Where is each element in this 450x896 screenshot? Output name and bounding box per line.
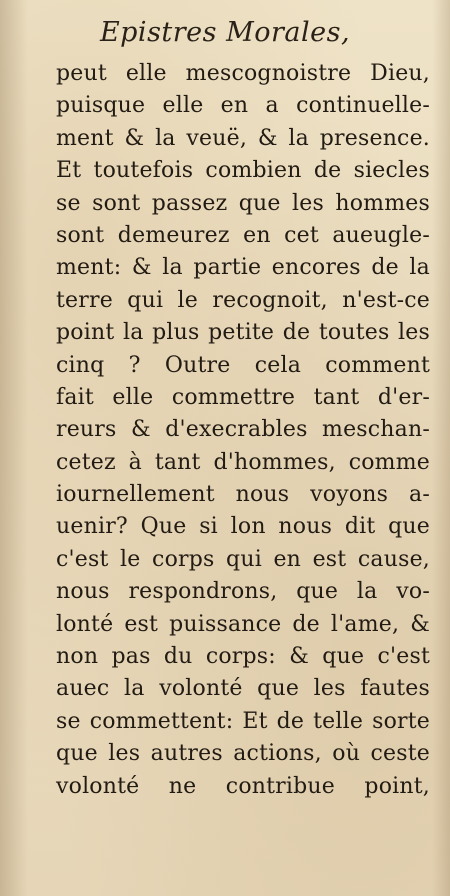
text-line: peut elle mescognoistre Dieu, (56, 61, 430, 86)
text-line: cinq ? Outre cela comment (56, 352, 430, 378)
text-line: c'est le corps qui en est cause, (56, 546, 430, 572)
text-line: ment: & la partie encores de la (56, 255, 430, 281)
text-line: cetez à tant d'hommes, comme (56, 449, 430, 475)
text-line: puisque elle en a continuelle- (56, 93, 430, 119)
text-line: sont demeurez en cet aueugle- (56, 222, 430, 248)
text-line: point la plus petite de toutes les (56, 320, 430, 346)
text-line: reurs & d'execrables meschan- (56, 417, 430, 443)
text-line: Et toutefois combien de siecles (56, 158, 430, 184)
edge-shadow (432, 0, 450, 896)
text-line: auec la volonté que les fautes (56, 676, 430, 702)
gutter-shadow (0, 0, 28, 896)
text-line: que les autres actions, où ceste (56, 741, 430, 767)
text-line: ment & la veuë, & la presence. (56, 125, 430, 151)
text-line: volonté ne contribue point, (56, 773, 430, 799)
text-line: uenir? Que si lon nous dit que (56, 514, 430, 540)
text-line: non pas du corps: & que c'est (56, 644, 430, 670)
running-head: Epistres Morales, (99, 17, 351, 48)
text-line: nous respondrons, que la vo- (56, 579, 430, 605)
text-line: lonté est puissance de l'ame, & (56, 611, 430, 637)
text-line: fait elle commettre tant d'er- (56, 384, 430, 410)
body-text (56, 58, 430, 803)
text-line: iournellement nous voyons a- (56, 482, 430, 508)
text-line: se sont passez que les hommes (56, 190, 430, 216)
text-line: se commettent: Et de telle sorte (56, 708, 430, 734)
text-line: terre qui le recognoit, n'est-ce (56, 287, 430, 313)
